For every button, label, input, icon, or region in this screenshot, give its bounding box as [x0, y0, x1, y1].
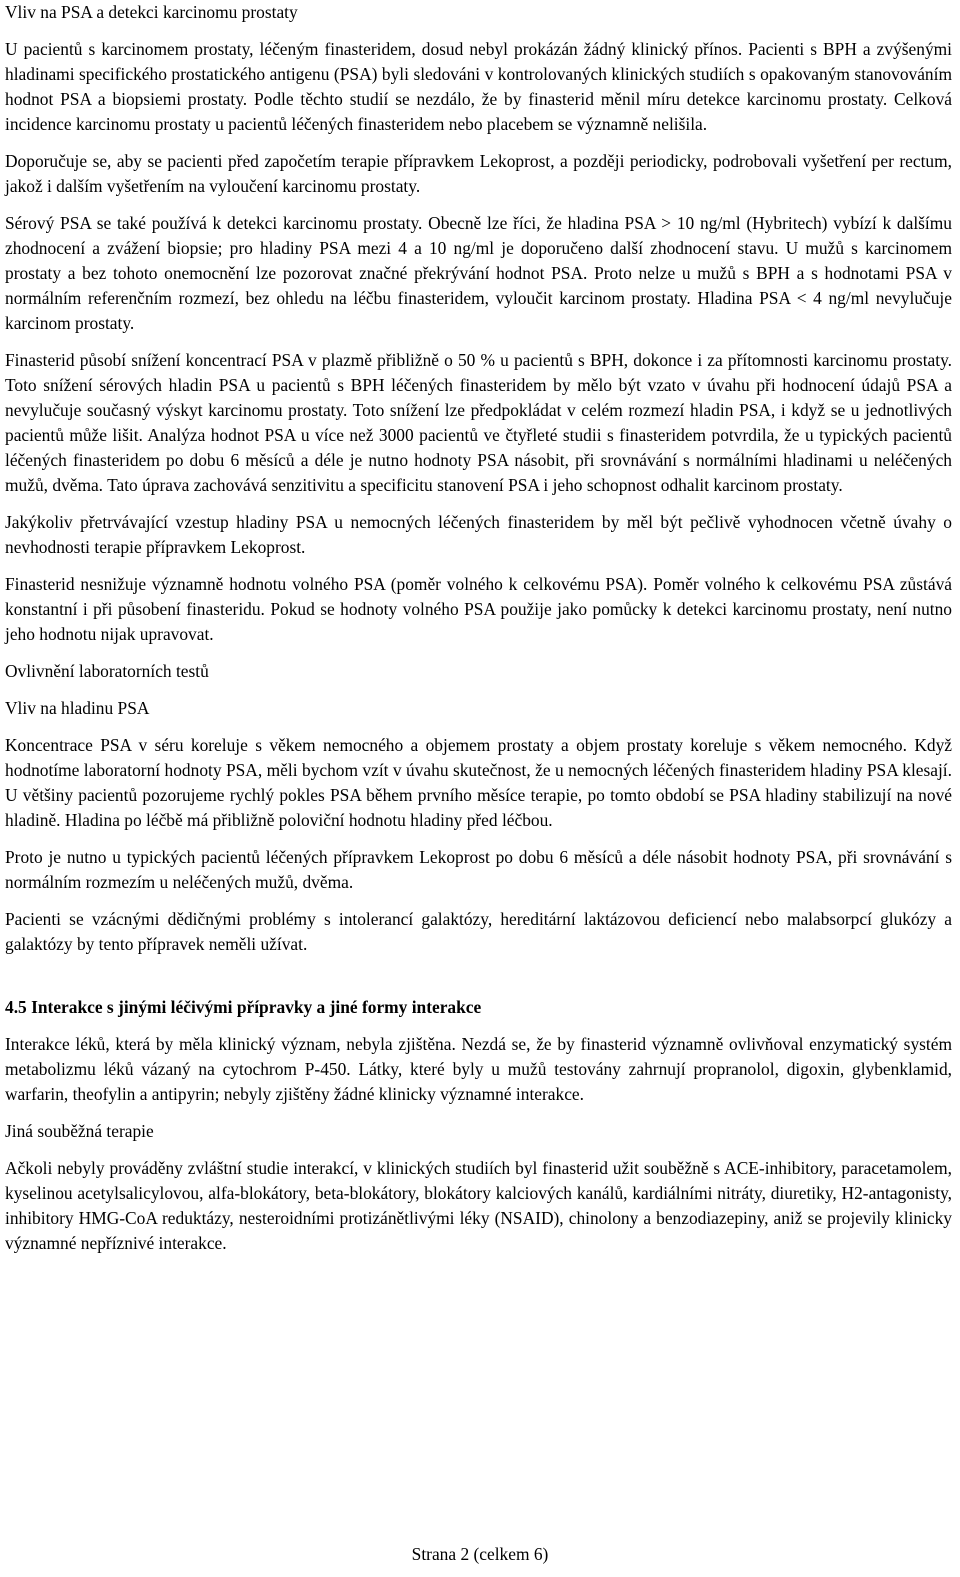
- paragraph-clinical-benefit: U pacientů s karcinomem prostaty, léčeným finasteridem, dosud nebyl prokázán žádný klinický přínos. Pacienti s BPH a zvýšenými hladinami specifického prostatického antigenu (PSA) byli sledováni v kontrolovaných klinických studiích s opakovaným stanovováním hodnot PSA a biopsiemi prostaty. Podle těchto studií se nezdálo, že by finasterid měnil míru detekce karcinomu prostaty. Celková incidence karcinomu prostaty u pacientů léčených finasteridem nebo placebem se významně nelišila.: [5, 39, 952, 134]
- subheading-psa-level: Vliv na hladinu PSA: [5, 698, 150, 718]
- paragraph-galactose-intolerance: Pacienti se vzácnými dědičnými problémy s intolerancí galaktózy, hereditární laktázovou deficiencí nebo malabsorpcí glukózy a galaktózy by tento přípravek neměli užívat.: [5, 909, 952, 954]
- paragraph-psa-age-correlation: Koncentrace PSA v séru koreluje s věkem nemocného a objemem prostaty a objem prostaty koreluje s věkem nemocného. Když hodnotíme laboratorní hodnoty PSA, měli bychom vzít v úvahu skutečnost, že u nemocných léčených finasteridem hladiny PSA klesají. U většiny pacientů pozorujeme rychlý pokles PSA během prvního měsíce terapie, po tomto období se PSA hladiny stabilizují na nové hladině. Hladina po léčbě má přibližně poloviční hodnotu hladiny před léčbou.: [5, 735, 952, 830]
- subheading-psa-detection: Vliv na PSA a detekci karcinomu prostaty: [5, 2, 298, 22]
- section-heading-interactions: 4.5 Interakce s jinými léčivými přípravky a jiné formy interakce: [5, 997, 482, 1017]
- paragraph-concomitant-therapy: Ačkoli nebyly prováděny zvláštní studie interakcí, v klinických studiích byl finasterid užit souběžně s ACE-inhibitory, paracetamolem, kyselinou acetylsalicylovou, alfa-blokátory, beta-blokátory, blokátory kalciových kanálů, kardiálními nitráty, diuretiky, H2-antagonisty, inhibitory HMG-CoA reduktázy, nesteroidními protizánětlivými léky (NSAID), chinolony a benzodiazepiny, aniž se projevily klinicky významné nepříznivé interakce.: [5, 1158, 952, 1253]
- paragraph-psa-multiply: Proto je nutno u typických pacientů léčených přípravkem Lekoprost po dobu 6 měsíců a déle násobit hodnoty PSA, při srovnávání s normálním rozmezím u neléčených mužů, dvěma.: [5, 847, 952, 892]
- paragraph-rectal-exam: Doporučuje se, aby se pacienti před započetím terapie přípravkem Lekoprost, a později periodicky, podrobovali vyšetření per rectum, jakož i dalším vyšetřením na vyloučení karcinomu prostaty.: [5, 151, 952, 196]
- paragraph-serum-psa: Sérový PSA se také používá k detekci karcinomu prostaty. Obecně lze říci, že hladina PSA > 10 ng/ml (Hybritech) vybízí k dalšímu zhodnocení a zvážení biopsie; pro hladiny PSA mezi 4 a 10 ng/ml je doporučeno další zhodnocení stavu. U mužů s karcinomem prostaty a bez tohoto onemocnění lze pozorovat značné překrývání hodnot PSA. Proto nelze u mužů s BPH a s hodnotami PSA v normálním referenčním rozmezí, bez ohledu na léčbu finasteridem, vyloučit karcinom prostaty. Hladina PSA < 4 ng/ml nevylučuje karcinom prostaty.: [5, 213, 952, 333]
- paragraph-free-psa: Finasterid nesnižuje významně hodnotu volného PSA (poměr volného k celkovému PSA). Poměr volného k celkovému PSA zůstává konstantní i při působení finasteridu. Pokud se hodnoty volného PSA použije jako pomůcky k detekci karcinomu prostaty, není nutno jeho hodnotu nijak upravovat.: [5, 574, 952, 644]
- paragraph-drug-interactions: Interakce léků, která by měla klinický význam, nebyla zjištěna. Nezdá se, že by finasterid významně ovlivňoval enzymatický systém metabolizmu léků vázaný na cytochrom P-450. Látky, které byly u mužů testovány zahrnují propranolol, digoxin, glybenklamid, warfarin, theofylin a antipyrin; nebyly zjištěny žádné klinicky významné interakce.: [5, 1034, 952, 1104]
- document-page: [5, 0, 952, 1268]
- paragraph-psa-reduction: Finasterid působí snížení koncentrací PSA v plazmě přibližně o 50 % u pacientů s BPH, dokonce i za přítomnosti karcinomu prostaty. Toto snížení sérových hladin PSA u pacientů s BPH léčených finasteridem by mělo být vzato v úvahu při hodnocení údajů PSA a nevylučuje současný výskyt karcinomu prostaty. Toto snížení lze předpokládat v celém rozmezí hladin PSA, i když se u jednotlivých pacientů může lišit. Analýza hodnot PSA u více než 3000 pacientů ve čtyřleté studii s finasteridem potvrdila, že u typických pacientů léčených finasteridem po dobu 6 měsíců a déle je nutno hodnoty PSA násobit, při srovnávání s normálními hladinami u neléčených mužů, dvěma. Tato úprava zachovává senzitivitu a specificitu stanovení PSA i jeho schopnost odhalit karcinom prostaty.: [5, 350, 952, 495]
- paragraph-persistent-increase: Jakýkoliv přetrvávající vzestup hladiny PSA u nemocných léčených finasteridem by měl být pečlivě vyhodnocen včetně úvahy o nevhodnosti terapie přípravkem Lekoprost.: [5, 512, 952, 557]
- subheading-concomitant-therapy: Jiná souběžná terapie: [5, 1121, 154, 1141]
- subheading-lab-tests: Ovlivnění laboratorních testů: [5, 661, 209, 681]
- page-footer: Strana 2 (celkem 6): [411, 1544, 549, 1564]
